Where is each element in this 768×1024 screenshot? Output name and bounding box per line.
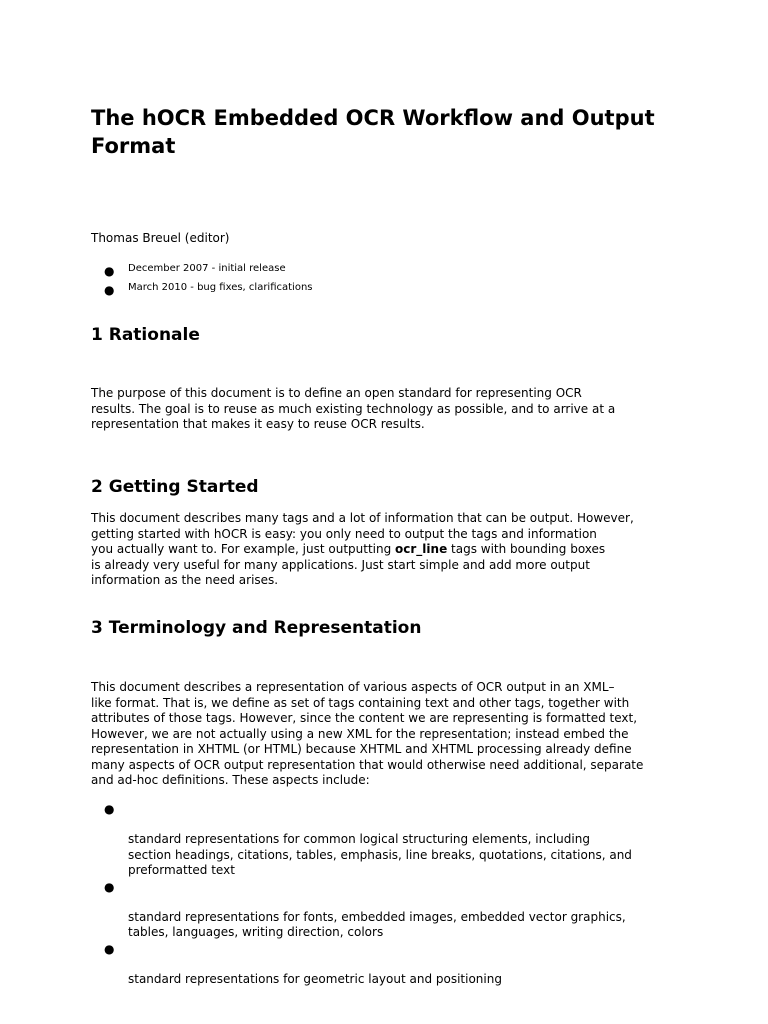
- bullet-icon: ●: [104, 802, 115, 816]
- bullet-icon: ●: [104, 879, 115, 894]
- paragraph-text: tags with bounding boxes is already very useful for many applications. Just start simple and add more output information as the need arises.: [91, 542, 606, 587]
- list-item: [91, 259, 313, 278]
- author-line: Thomas Breuel (editor): [91, 231, 230, 245]
- list-item: [91, 941, 681, 988]
- bullet-icon: ●: [104, 941, 115, 956]
- code-term: ocr_line: [395, 542, 448, 556]
- list-item: [91, 801, 681, 879]
- section-heading-terminology: 3 Terminology and Representation: [91, 618, 422, 638]
- aspects-list: [91, 801, 681, 987]
- rationale-paragraph: The purpose of this document is to define an open standard for representing OCR results. The goal is to reuse as much existing technology as possible, and to arrive at a representation that makes it easy to reuse OCR results.: [91, 386, 616, 431]
- list-item: [91, 278, 313, 297]
- aspect-text: standard representations for common logical structuring elements, including section headings, citations, tables, emphasis, line breaks, quotations, citations, and preformatted text: [128, 832, 632, 877]
- document-title: The hOCR Embedded OCR Workflow and Output Format: [91, 106, 655, 158]
- section-heading-rationale: 1 Rationale: [91, 325, 200, 345]
- section-heading-getting-started: 2 Getting Started: [91, 477, 259, 497]
- revision-text: December 2007 - initial release: [128, 263, 286, 274]
- list-item: [91, 879, 681, 941]
- getting-started-paragraph: [91, 511, 681, 589]
- aspect-text: standard representations for fonts, embedded images, embedded vector graphics, tables, languages, writing direction, colors: [128, 909, 626, 939]
- revision-text: March 2010 - bug fixes, clarifications: [128, 282, 313, 293]
- bullet-icon: ●: [104, 264, 115, 278]
- revision-list: [91, 259, 313, 297]
- terminology-paragraph: This document describes a representation of various aspects of OCR output in an XML– like format. That is, we define as set of tags containing text and other tags, together with attributes of those tags. However, since the content we are representing is formatted text, However, we are not actually using a new XML for the representation; instead embed the representation in XHTML (or HTML) because XHTML and XHTML processing already define many aspects of OCR output representation that would otherwise need additional, separate and ad-hoc definitions. These aspects include:: [91, 680, 644, 787]
- document-page: [91, 0, 681, 1024]
- paragraph-text: This document describes many tags and a lot of information that can be output. However, getting started with hOCR is easy: you only need to output the tags and information you actually want to. For example, just outputting: [91, 511, 634, 556]
- aspect-text: standard representations for geometric layout and positioning: [128, 971, 502, 986]
- bullet-icon: ●: [104, 283, 115, 297]
